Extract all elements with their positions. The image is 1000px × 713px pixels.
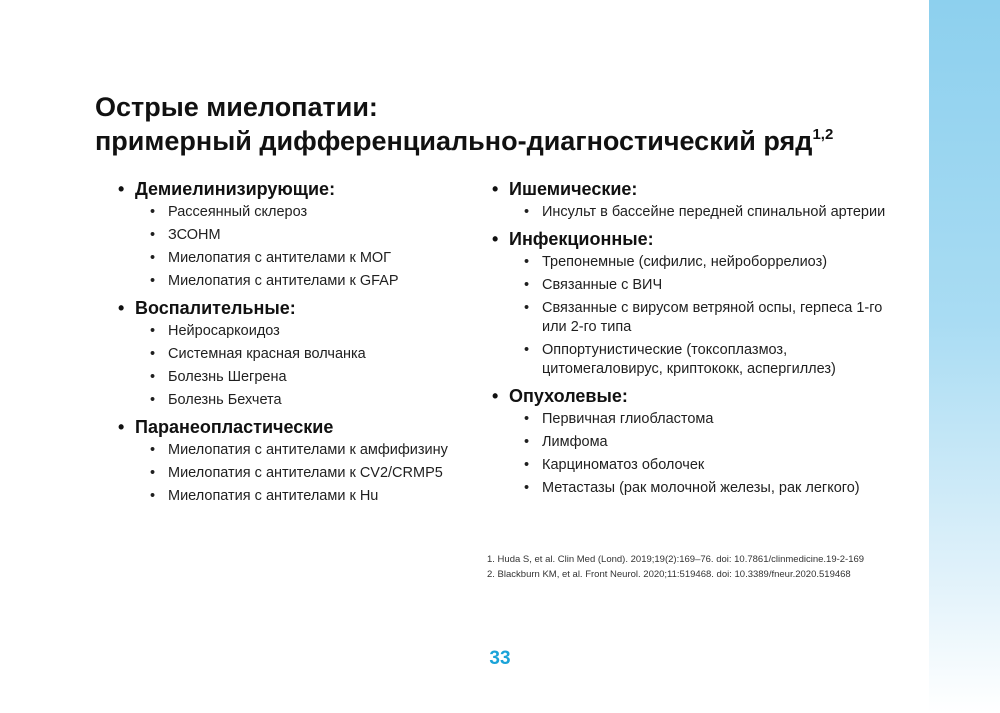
group-inflammatory bbox=[118, 297, 478, 410]
list-item: • Нейросаркоидоз bbox=[118, 322, 478, 341]
page-number: 33 bbox=[489, 648, 511, 669]
list-item: • Инсульт в бассейне передней спинальной артерии bbox=[492, 203, 892, 222]
list-item: • Первичная глиобластома bbox=[492, 410, 892, 429]
group-heading: • Инфекционные: bbox=[492, 228, 892, 250]
list-item: • Миелопатия с антителами к амфифизину bbox=[118, 441, 478, 460]
group-items bbox=[118, 322, 478, 410]
list-item: • Миелопатия с антителами к CV2/CRMP5 bbox=[118, 464, 478, 483]
list-item: • Болезнь Бехчета bbox=[118, 391, 478, 410]
list-item: • Трепонемные (сифилис, нейроборрелиоз) bbox=[492, 253, 892, 272]
list-item: • Связанные с ВИЧ bbox=[492, 276, 892, 295]
group-items bbox=[118, 203, 478, 291]
list-item: • ЗСОНМ bbox=[118, 226, 478, 245]
list-item: • Системная красная волчанка bbox=[118, 345, 478, 364]
title-superscript: 1,2 bbox=[812, 126, 834, 143]
list-item: • Рассеянный склероз bbox=[118, 203, 478, 222]
group-heading: • Ишемические: bbox=[492, 178, 892, 200]
list-item: • Миелопатия с антителами к МОГ bbox=[118, 249, 478, 268]
list-item: • Болезнь Шегрена bbox=[118, 368, 478, 387]
left-column bbox=[118, 178, 478, 512]
group-items bbox=[492, 410, 892, 498]
group-heading: • Воспалительные: bbox=[118, 297, 478, 319]
right-column bbox=[492, 178, 892, 504]
slide-title bbox=[95, 90, 915, 158]
list-item: • Оппортунистические (токсоплазмоз, цитомегаловирус, криптококк, аспергиллез) bbox=[492, 341, 892, 379]
group-tumor bbox=[492, 385, 892, 498]
group-items bbox=[492, 203, 892, 222]
list-item: • Миелопатия с антителами к GFAP bbox=[118, 272, 478, 291]
group-paraneoplastic bbox=[118, 416, 478, 506]
title-line-2 bbox=[95, 124, 915, 158]
reference-item: 1. Huda S, et al. Clin Med (Lond). 2019;19(2):169–76. doi: 10.7861/clinmedicine.19-2-169 bbox=[487, 554, 865, 565]
reference-item: 2. Blackburn KM, et al. Front Neurol. 2020;11:519468. doi: 10.3389/fneur.2020.519468 bbox=[487, 569, 851, 580]
list-item: • Связанные с вирусом ветряной оспы, герпеса 1-го или 2-го типа bbox=[492, 299, 892, 337]
group-ischemic bbox=[492, 178, 892, 222]
group-demyelinating bbox=[118, 178, 478, 291]
title-line-2-text: примерный дифференциально-диагностический ряд bbox=[95, 126, 813, 156]
list-item: • Метастазы (рак молочной железы, рак легкого) bbox=[492, 479, 892, 498]
title-line-1: Острые миелопатии: bbox=[95, 92, 378, 122]
side-decoration-bar bbox=[929, 0, 1000, 713]
group-heading: • Демиелинизирующие: bbox=[118, 178, 478, 200]
list-item: • Карциноматоз оболочек bbox=[492, 456, 892, 475]
list-item: • Миелопатия с антителами к Hu bbox=[118, 487, 478, 506]
group-items bbox=[118, 441, 478, 506]
group-items bbox=[492, 253, 892, 379]
list-item: • Лимфома bbox=[492, 433, 892, 452]
group-heading: • Паранеопластические bbox=[118, 416, 478, 438]
group-heading: • Опухолевые: bbox=[492, 385, 892, 407]
references bbox=[487, 552, 917, 582]
group-infectious bbox=[492, 228, 892, 379]
